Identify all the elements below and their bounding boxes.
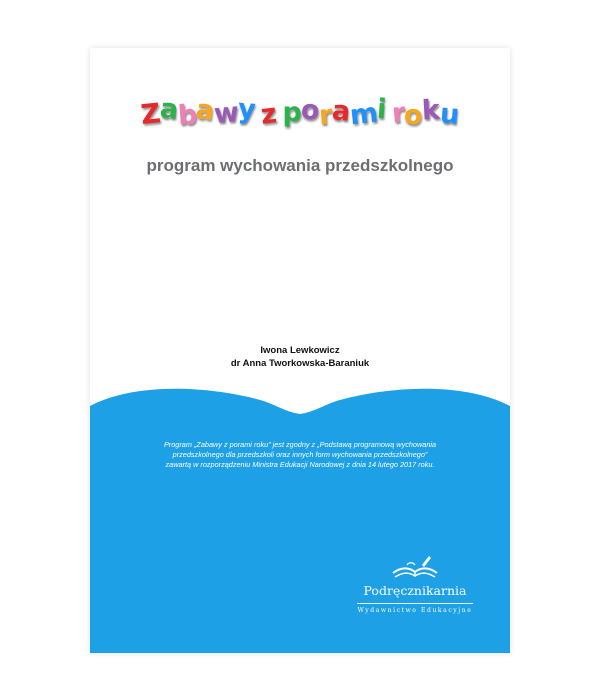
title-letter: z <box>259 98 279 131</box>
title-letter: r <box>318 99 334 132</box>
publisher-tagline: Wydawnictwo Edukacyjne <box>357 607 473 614</box>
title-letter: b <box>176 99 198 132</box>
title-letter: a <box>194 94 217 127</box>
title-logo <box>90 91 510 135</box>
open-book-icon <box>389 553 441 581</box>
title-letter: k <box>421 94 442 127</box>
title-letter: i <box>376 93 388 126</box>
publisher-logo <box>345 553 485 614</box>
title-letter: o <box>299 94 322 127</box>
author-name: Iwona Lewkowicz <box>260 345 340 356</box>
title-letter: o <box>402 99 425 132</box>
legal-line: Program „Zabawy z porami roku” jest zgodny z „Podstawą programową wychowania <box>163 440 437 449</box>
legal-line: zawartą w rozporządzeniu Ministra Edukacji Narodowej z dnia 14 lutego 2017 roku. <box>165 460 435 469</box>
legal-line: przedszkolnego dla przedszkoli oraz innych form wychowania przedszkolnego” <box>172 450 428 459</box>
title-letter: y <box>237 93 258 126</box>
title-letter: a <box>158 93 180 126</box>
legal-notice <box>120 440 480 470</box>
authors <box>90 344 510 370</box>
title-letter: Z <box>139 98 163 131</box>
author-name: dr Anna Tworkowska-Baraniuk <box>230 358 370 369</box>
cover-page <box>90 48 510 653</box>
publisher-name: Podręcznikarnia <box>363 583 467 598</box>
title-letter: m <box>347 97 380 132</box>
title-letter: r <box>390 97 407 130</box>
title-letter: u <box>438 98 461 131</box>
title-letter: w <box>212 96 241 131</box>
title-letter: p <box>282 97 302 128</box>
subtitle: program wychowania przedszkolnego <box>146 156 454 175</box>
title-letter: a <box>330 95 352 128</box>
publisher-divider <box>357 603 473 604</box>
